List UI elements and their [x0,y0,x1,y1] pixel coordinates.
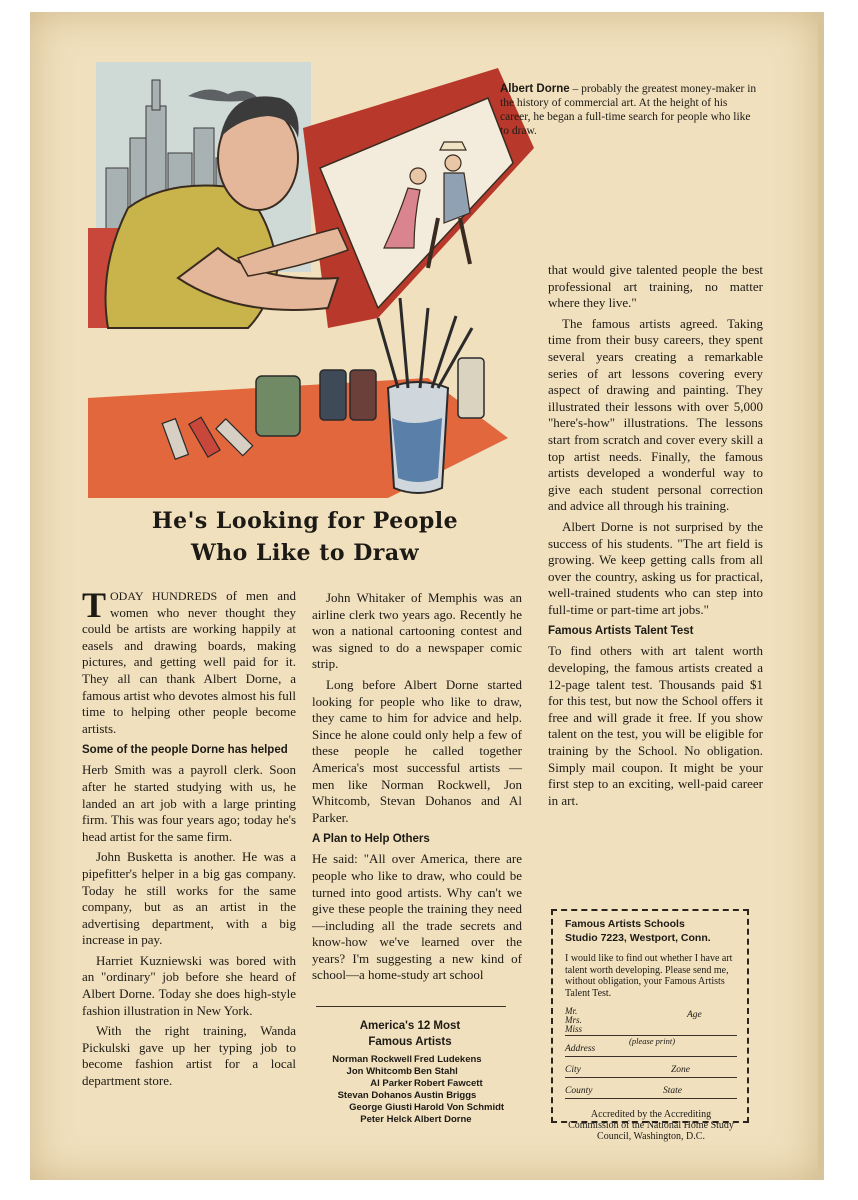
artists-box-title [330,1018,490,1050]
accreditation-note: Accredited by the Accrediting Commission of the National Home Study Council, Washington, D.C. [568,1109,734,1142]
address-label: Address [565,1043,596,1054]
age-label: Age [687,1009,702,1020]
artist-name: Al Parker [370,1078,412,1089]
headline [90,505,520,569]
headline-line1: He's Looking for People [151,508,459,534]
coupon-title-line2: Studio 7223, Westport, Conn. [565,932,711,944]
paragraph: With the right training, Wanda Pickulski gave up her typing job to become fashion artist for a local department store. [82,1023,296,1089]
paragraph: John Whitaker of Memphis was an airline clerk two years ago. Recently he won a national cartooning contest and was signed to do a newspaper comic strip. [312,590,522,672]
intro-text: of men and women who never thought they could be artists are working happily at easels and drawing boards, making pictures, and getting well paid for it. They all can thank Albert Dorne, a famous artist who devotes almost his full time to helping other people become artists. [82,588,296,736]
paragraph: that would give talented people the best professional art training, no matter where they live." [548,262,763,311]
article-column-2 [312,590,522,988]
artist-name: Austin Briggs [414,1090,477,1101]
divider [316,1006,506,1007]
artist-name: Norman Rockwell [332,1054,412,1065]
paragraph: Harriet Kuzniewski was bored with an "ordinary" job before she heard of Albert Dorne. Today she does high-style fashion illustration in New York. [82,952,296,1018]
coupon-title-line1: Famous Artists Schools [565,918,685,930]
artist-name: Ben Stahl [414,1066,458,1077]
print-hint: (please print) [629,1035,676,1046]
paragraph: Albert Dorne is not surprised by the success of his students. "The art field is growing. We keep getting calls from all over the country, asking us for practical, well-trained students who can step into full-time or part-time art jobs." [548,518,763,617]
artist-illustration [88,58,544,498]
caption-text: – probably the greatest money-maker in the history of commercial art. At the height of his career, he began a full-time search for people who like to draw. [500,83,757,137]
subhead-people-helped: Some of the people Dorne has helped [82,744,288,757]
name-field[interactable] [565,1005,737,1046]
artist-name: Fred Ludekens [414,1054,482,1065]
artist-name: Harold Von Schmidt [414,1102,505,1113]
subhead-talent-test: Famous Artists Talent Test [548,625,694,638]
drop-cap: T [82,585,107,625]
city-zone-field[interactable] [565,1059,737,1078]
county-label: County [565,1085,593,1096]
artist-name: Jon Whitcomb [346,1066,412,1077]
mail-coupon[interactable] [551,909,749,1142]
artists-title-line1: America's 12 Most [359,1020,461,1032]
artist-name: Albert Dorne [414,1114,472,1125]
paragraph: The famous artists agreed. Taking time from their busy careers, they spent several years creating a remarkable series of art lessons covering every aspect of drawing and painting. They illustrated their lessons with over 5,000 "here's-how" illustrations. The lessons start from scratch and cover every skill a top artist needs. Finally, the famous artists developed a wonderful way to give each student personal correction and advice all through his training. [548,315,763,514]
artist-name: Peter Helck [360,1114,412,1125]
intro-smallcaps: ODAY HUNDREDS [110,589,218,603]
intro-paragraph [82,585,296,737]
paragraph: Herb Smith was a payroll clerk. Soon after he started studying with us, he landed an art job with a large printing firm. This was four years ago; today he's head artist for the same firm. [82,762,296,844]
subhead-plan: A Plan to Help Others [312,833,430,846]
county-state-field[interactable] [565,1080,737,1099]
coupon-body: I would like to find out whether I have art talent worth developing. Please send me, without obligation, your Famous Artists Talent Test. [565,953,733,999]
salutation-label: Mr. Mrs. Miss [565,1006,583,1034]
state-label: State [663,1085,682,1096]
article-column-1 [82,585,296,1094]
artist-name: Robert Fawcett [414,1078,483,1089]
city-label: City [565,1064,581,1075]
artist-name: Stevan Dohanos [337,1090,412,1101]
headline-line2: Who Like to Draw [190,540,420,566]
zone-label: Zone [671,1064,690,1075]
artists-title-line2: Famous Artists [368,1036,452,1048]
artist-name: George Giusti [349,1102,412,1113]
illustration-caption [500,82,760,138]
paragraph: To find others with art talent worth developing, the famous artists created a 12-page talent test. Thousands paid $1 for this test, but now the School offers it free and will grade it free. If you show talent on the test, you will be eligible for training by the School. No obligation. Simply mail coupon. It might be your first step to an exciting, well-paid career in art. [548,643,763,808]
address-field[interactable] [565,1035,737,1057]
caption-name: Albert Dorne [500,83,570,95]
paragraph: Long before Albert Dorne started looking for people who like to draw, they came to him for advice and help. Since he alone could only help a few of these people he called together America's most successful artists —men like Norman Rockwell, Jon Whitcomb, Stevan Dohanos and Al Parker. [312,676,522,825]
paragraph: He said: "All over America, there are people who like to draw, who could be turned into good artists. Why can't we give these people the training they need—including all the trade secrets and know-how we've learned over the years? I'm suggesting a new kind of school—a home-study art school [312,851,522,983]
paragraph: John Busketta is another. He was a pipefitter's helper in a big gas company. Today he still works for the same company, but as an artist in the advertising department, with a big increase in pay. [82,849,296,948]
article-column-3 [548,262,763,813]
